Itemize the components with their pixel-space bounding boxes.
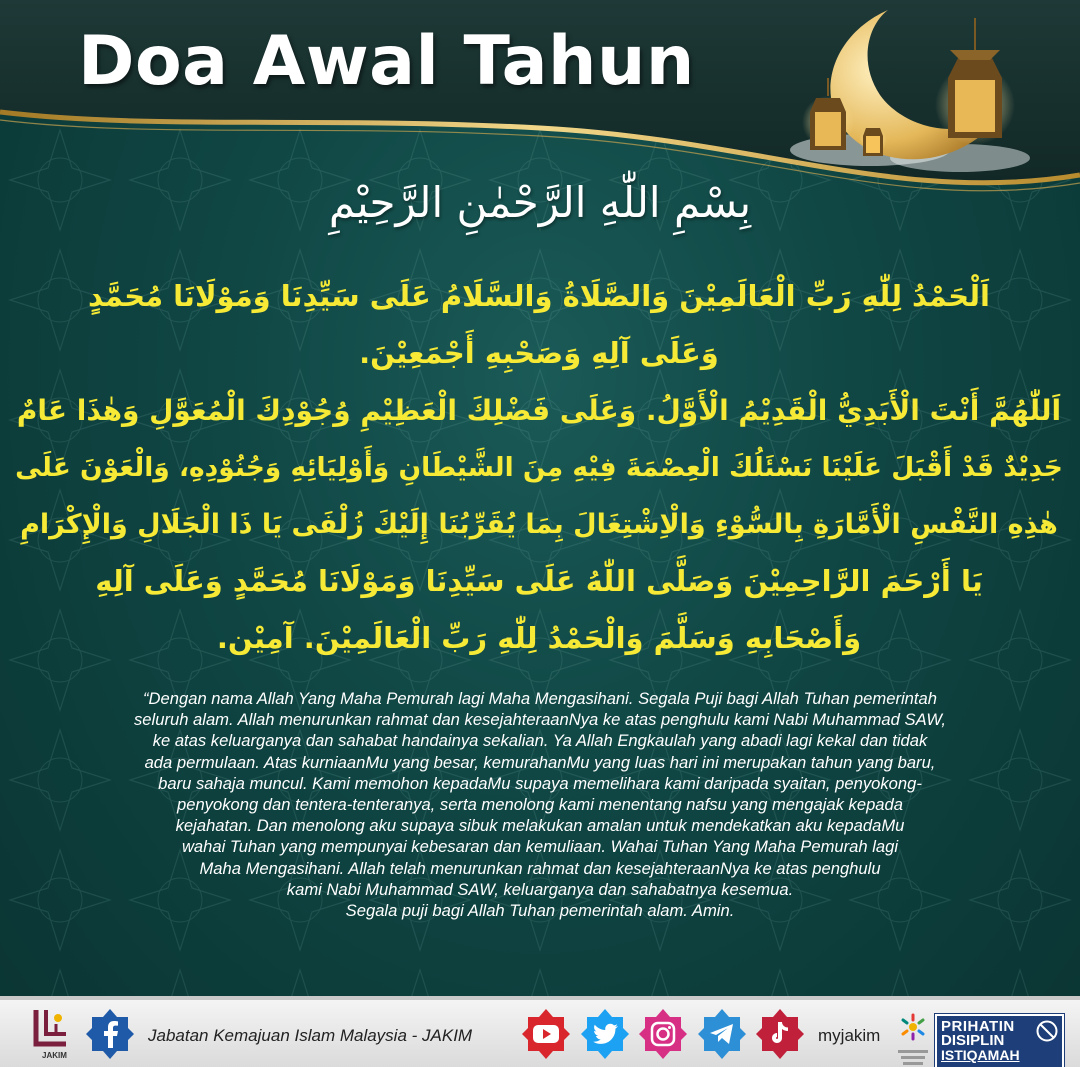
campaign-badge	[935, 1014, 1064, 1067]
arabic-line: يَا أَرْحَمَ الرَّاحِمِيْنَ وَصَلَّى اللّٰهُ عَلَى سَيِّدِنَا وَمَوْلَانَا مُحَمَّدٍ وَعَلَى آلِهِ	[95, 564, 983, 598]
youtube-icon[interactable]	[521, 1008, 571, 1060]
campaign-line: PRIHATIN	[941, 1018, 1015, 1035]
translation-line: ada permulaan. Atas kurniaanMu yang besar, kemurahanMu yang luas hari ini merupakan tahun yang baru,	[144, 752, 936, 772]
arabic-line: هٰذِهِ النَّفْسِ الْأَمَّارَةِ بِالسُّوْءِ وَالْاِشْتِغَالَ بِمَا يُقَرِّبُنَا إِلَيْكَ زُلْفَى يَا ذَا الْجَلَالِ وَالْإِكْرَامِ	[20, 509, 1058, 540]
tiktok-icon[interactable]	[755, 1008, 805, 1060]
jakim-logo	[28, 1006, 74, 1064]
instagram-icon[interactable]	[638, 1008, 688, 1060]
social-handle: myjakim	[818, 1026, 881, 1045]
translation-line: seluruh alam. Allah menurunkan rahmat dan kesejahteraanNya ke atas penghulu kami Nabi Muhammad SAW,	[134, 710, 946, 730]
jakim-logo-text: JAKIM	[42, 1051, 67, 1060]
page-title: Doa Awal Tahun	[78, 22, 695, 101]
arabic-line: اَللّٰهُمَّ أَنْتَ الْأَبَدِيُّ الْقَدِيْمُ الْأَوَّلُ. وَعَلَى فَضْلِكَ الْعَظِيْمِ وُجُوْدِكَ الْمُعَوَّلِ وَهٰذَا عَامٌ	[16, 394, 1062, 427]
translation-line: wahai Tuhan yang mempunyai kebesaran dan kemuliaan. Wahai Tuhan Yang Maha Pemurah lagi	[181, 837, 899, 857]
arabic-line: وَعَلَى آلِهِ وَصَحْبِهِ أَجْمَعِيْنَ.	[359, 336, 719, 370]
facebook-icon[interactable]	[85, 1008, 135, 1060]
arabic-line: وَأَصْحَابِهِ وَسَلَّمَ وَالْحَمْدُ لِلّٰهِ رَبِّ الْعَالَمِيْنَ. آمِيْن.	[216, 621, 862, 655]
translation-line: kejahatan. Dan menolong aku supaya sibuk melakukan amalan untuk mendekatkan aku kepadaMu	[175, 816, 905, 836]
translation-line: Segala puji bagi Allah Tuhan pemerintah alam. Amin.	[345, 901, 735, 921]
arabic-line: اَلْحَمْدُ لِلّٰهِ رَبِّ الْعَالَمِيْنَ وَالصَّلَاةُ وَالسَّلَامُ عَلَى سَيِّدِنَا وَمَوْلَانَا مُحَمَّدٍ	[88, 279, 990, 313]
campaign-line: DISIPLIN	[941, 1032, 1005, 1049]
translation-line: “Dengan nama Allah Yang Maha Pemurah lagi Maha Mengasihani. Segala Puji bagi Allah Tuhan pemerintah	[143, 689, 937, 708]
telegram-icon[interactable]	[697, 1008, 747, 1060]
arabic-prayer	[14, 268, 1064, 667]
translation-line: penyokong dan tentera-tenteranya, serta menolong kami menentang nafsu yang mengajak kepada	[176, 795, 903, 815]
campaign-emblem	[898, 1012, 928, 1062]
footer-bar	[0, 996, 1080, 1067]
translation-line: ke atas keluarganya dan sahabat handainya sekalian. Ya Allah Engkaulah yang abadi lagi kekal dan tidak	[152, 731, 928, 751]
malay-translation	[20, 688, 1060, 921]
arabic-line: جَدِيْدٌ قَدْ أَقْبَلَ عَلَيْنَا نَسْئَلُكَ الْعِصْمَةَ فِيْهِ مِنَ الشَّيْطَانِ وَأَوْلِيَائِهِ وَجُنُوْدِهِ، وَالْعَوْنَ عَلَى	[15, 452, 1063, 483]
basmala-calligraphy: بِسْمِ اللّٰهِ الرَّحْمٰنِ الرَّحِيْمِ	[328, 178, 752, 227]
agency-name: Jabatan Kemajuan Islam Malaysia - JAKIM	[148, 1026, 473, 1045]
translation-line: Maha Mengasihani. Allah telah menurunkan rahmat dan kesejahteraanNya ke atas penghulu	[199, 858, 881, 878]
mask-icon	[1036, 1020, 1058, 1042]
translation-line: baru sahaja muncul. Kami memohon kepadaMu supaya memelihara kami daripada syaitan, penyokong-	[158, 773, 922, 793]
translation-line: kami Nabi Muhammad SAW, keluarganya dan sahabatnya kesemua.	[286, 879, 794, 899]
campaign-line: ISTIQAMAH	[941, 1047, 1020, 1063]
twitter-icon[interactable]	[580, 1008, 630, 1060]
